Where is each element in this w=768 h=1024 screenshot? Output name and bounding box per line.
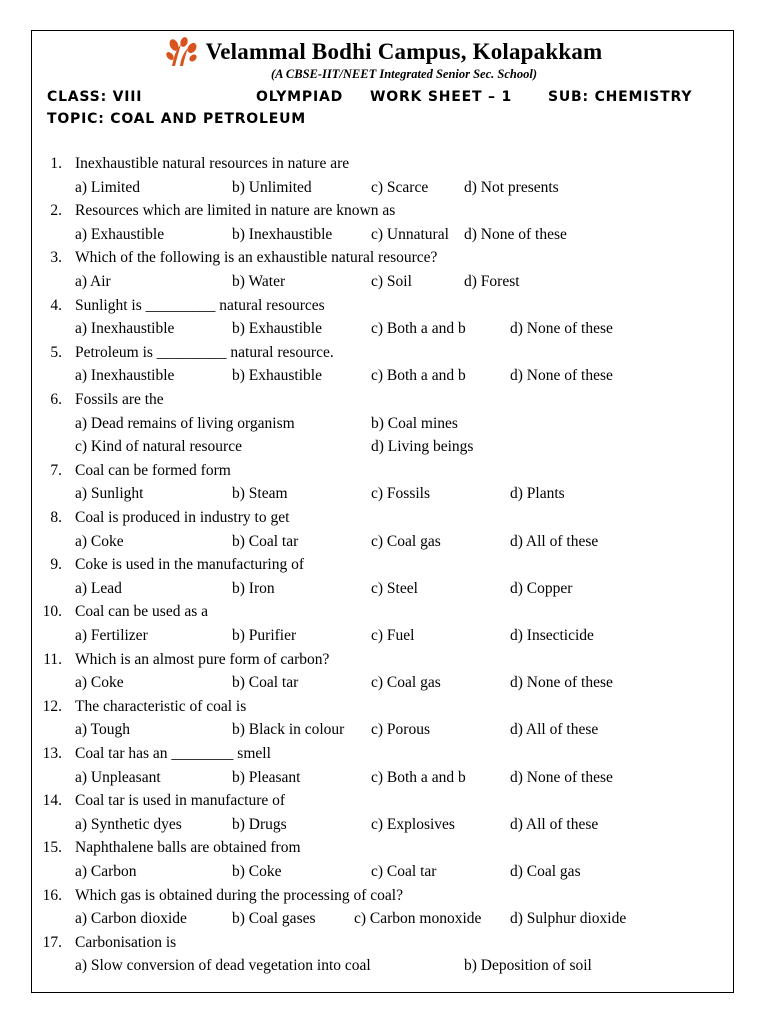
option-c: c) Both a and b: [371, 768, 466, 786]
option-b: b) Water: [232, 273, 286, 290]
question-item: [0, 698, 768, 718]
option-d: d) None of these: [510, 674, 613, 692]
question-item: [0, 603, 768, 623]
question-number: 4.: [50, 296, 62, 314]
question-item: [0, 155, 768, 175]
question-item: [0, 556, 768, 576]
option-d: d) Coal gas: [510, 863, 581, 880]
option-d: d) All of these: [510, 532, 599, 550]
option-c: c) Steel: [371, 579, 418, 597]
option-a: a) Tough: [75, 721, 131, 739]
topic-label: TOPIC: COAL AND PETROLEUM: [47, 111, 306, 127]
options-row: [0, 415, 768, 435]
option-c: c) Coal tar: [371, 863, 437, 880]
option-a: a) Synthetic dyes: [75, 815, 182, 833]
option-a: a) Exhaustible: [75, 225, 165, 243]
option-c: c) Porous: [371, 721, 430, 739]
option-b: b) Coal tar: [232, 532, 299, 550]
question-text: Inexhaustible natural resources in nature are: [75, 155, 350, 172]
question-text: Coal is produced in industry to get: [75, 509, 290, 526]
question-number: 15.: [42, 839, 62, 857]
question-text: Fossils are the: [75, 391, 164, 408]
option-b: b) Exhaustible: [232, 320, 322, 338]
option-b: b) Drugs: [232, 815, 287, 833]
question-number: 10.: [42, 603, 62, 621]
options-row: [0, 816, 768, 836]
options-row: [0, 273, 768, 293]
question-number: 3.: [50, 249, 62, 267]
option-c: c) Both a and b: [371, 367, 466, 385]
option-b: b) Unlimited: [232, 178, 312, 196]
option-c: c) Both a and b: [371, 320, 466, 338]
question-item: [0, 344, 768, 364]
options-row: [0, 957, 768, 977]
question-text: Coal can be used as a: [75, 603, 208, 621]
question-text: Which gas is obtained during the processing of coal?: [75, 886, 403, 904]
option-c: c) Kind of natural resource: [75, 438, 242, 456]
option-c: c) Coal gas: [371, 532, 441, 550]
options-row: [0, 627, 768, 647]
option-c: c) Unnatural: [371, 225, 449, 243]
question-text: Sunlight is _________ natural resources: [75, 296, 325, 314]
question-text: Coal tar has an ________ smell: [75, 745, 271, 762]
option-a: a) Lead: [75, 579, 122, 597]
page-header: [0, 36, 768, 82]
option-a: a) Unpleasant: [75, 768, 161, 786]
question-text: Which of the following is an exhaustible natural resource?: [75, 249, 438, 267]
options-row: [0, 580, 768, 600]
question-number: 12.: [42, 697, 62, 715]
option-d: d) Living beings: [371, 438, 474, 456]
school-subtitle: (A CBSE-IIT/NEET Integrated Senior Sec. School): [270, 67, 537, 81]
option-d: d) Sulphur dioxide: [510, 910, 627, 928]
option-d: d) All of these: [510, 721, 599, 739]
option-d: d) None of these: [510, 367, 613, 385]
option-d: d) All of these: [510, 815, 599, 833]
option-d: d) None of these: [464, 225, 567, 243]
option-d: d) Plants: [510, 485, 565, 503]
exam-label: OLYMPIAD: [256, 89, 344, 105]
options-row: [0, 910, 768, 930]
class-label: CLASS: VIII: [47, 89, 143, 105]
options-row: [0, 320, 768, 340]
option-b: b) Pleasant: [232, 768, 301, 786]
subject-label: SUB: CHEMISTRY: [548, 89, 693, 105]
option-d: d) Insecticide: [510, 627, 594, 644]
options-row: [0, 438, 768, 458]
option-a: a) Coke: [75, 532, 124, 550]
option-c: c) Carbon monoxide: [354, 910, 482, 928]
option-d: d) Copper: [510, 579, 573, 597]
question-number: 13.: [42, 745, 62, 762]
option-a: a) Carbon: [75, 863, 137, 880]
option-d: d) Forest: [464, 273, 520, 290]
sheet-label: WORK SHEET – 1: [370, 89, 513, 105]
school-name: Velammal Bodhi Campus, Kolapakkam: [205, 39, 603, 64]
option-b: b) Deposition of soil: [464, 957, 592, 975]
question-number: 8.: [50, 509, 62, 526]
option-a: a) Dead remains of living organism: [75, 414, 295, 432]
option-c: c) Explosives: [371, 815, 455, 833]
question-item: [0, 651, 768, 671]
question-item: [0, 202, 768, 222]
question-number: 9.: [50, 556, 62, 574]
question-text: Coal tar is used in manufacture of: [75, 792, 286, 810]
question-item: [0, 249, 768, 269]
question-text: Naphthalene balls are obtained from: [75, 839, 301, 857]
question-text: Resources which are limited in nature are known as: [75, 202, 396, 220]
option-a: a) Carbon dioxide: [75, 910, 187, 928]
option-b: b) Iron: [232, 579, 275, 597]
question-item: [0, 887, 768, 907]
option-c: c) Fossils: [371, 485, 430, 503]
flower-logo-icon: [166, 36, 200, 68]
option-b: b) Inexhaustible: [232, 225, 333, 243]
option-d: d) None of these: [510, 320, 613, 338]
question-item: [0, 297, 768, 317]
question-number: 11.: [43, 650, 62, 668]
options-row: [0, 226, 768, 246]
options-row: [0, 721, 768, 741]
option-b: b) Purifier: [232, 627, 297, 644]
options-row: [0, 367, 768, 387]
option-a: a) Limited: [75, 178, 140, 196]
question-number: 2.: [50, 202, 62, 220]
question-number: 17.: [42, 933, 62, 951]
options-row: [0, 674, 768, 694]
question-item: [0, 509, 768, 529]
question-number: 7.: [50, 461, 62, 479]
option-b: b) Steam: [232, 485, 288, 503]
question-number: 1.: [50, 155, 62, 172]
question-item: [0, 839, 768, 859]
question-item: [0, 792, 768, 812]
options-row: [0, 533, 768, 553]
option-c: c) Fuel: [371, 627, 415, 644]
options-row: [0, 769, 768, 789]
option-d: d) None of these: [510, 768, 613, 786]
option-a: a) Sunlight: [75, 485, 144, 503]
question-text: Coke is used in the manufacturing of: [75, 556, 305, 574]
question-number: 5.: [50, 343, 62, 361]
question-number: 16.: [42, 886, 62, 904]
option-c: c) Scarce: [371, 178, 429, 196]
option-d: d) Not presents: [464, 178, 559, 196]
option-b: b) Coal tar: [232, 674, 299, 692]
option-b: b) Coal mines: [371, 414, 458, 432]
question-text: The characteristic of coal is: [75, 697, 247, 715]
option-a: a) Fertilizer: [75, 627, 148, 644]
option-a: a) Coke: [75, 674, 124, 692]
question-number: 6.: [50, 391, 62, 408]
option-c: c) Coal gas: [371, 674, 441, 692]
question-item: [0, 934, 768, 954]
option-a: a) Air: [75, 273, 111, 290]
question-text: Petroleum is _________ natural resource.: [75, 343, 334, 361]
option-b: b) Coke: [232, 863, 282, 880]
school-title-row: [0, 36, 768, 68]
options-row: [0, 863, 768, 883]
question-item: [0, 462, 768, 482]
question-item: [0, 745, 768, 765]
question-text: Coal can be formed form: [75, 461, 231, 479]
options-row: [0, 485, 768, 505]
option-b: b) Coal gases: [232, 910, 316, 928]
question-text: Carbonisation is: [75, 933, 177, 951]
option-b: b) Black in colour: [232, 721, 345, 739]
option-c: c) Soil: [371, 273, 412, 290]
question-item: [0, 391, 768, 411]
option-b: b) Exhaustible: [232, 367, 322, 385]
option-a: a) Inexhaustible: [75, 367, 175, 385]
options-row: [0, 179, 768, 199]
option-a: a) Slow conversion of dead vegetation into coal: [75, 957, 371, 975]
option-a: a) Inexhaustible: [75, 320, 175, 338]
question-number: 14.: [42, 792, 62, 810]
question-text: Which is an almost pure form of carbon?: [75, 650, 330, 668]
